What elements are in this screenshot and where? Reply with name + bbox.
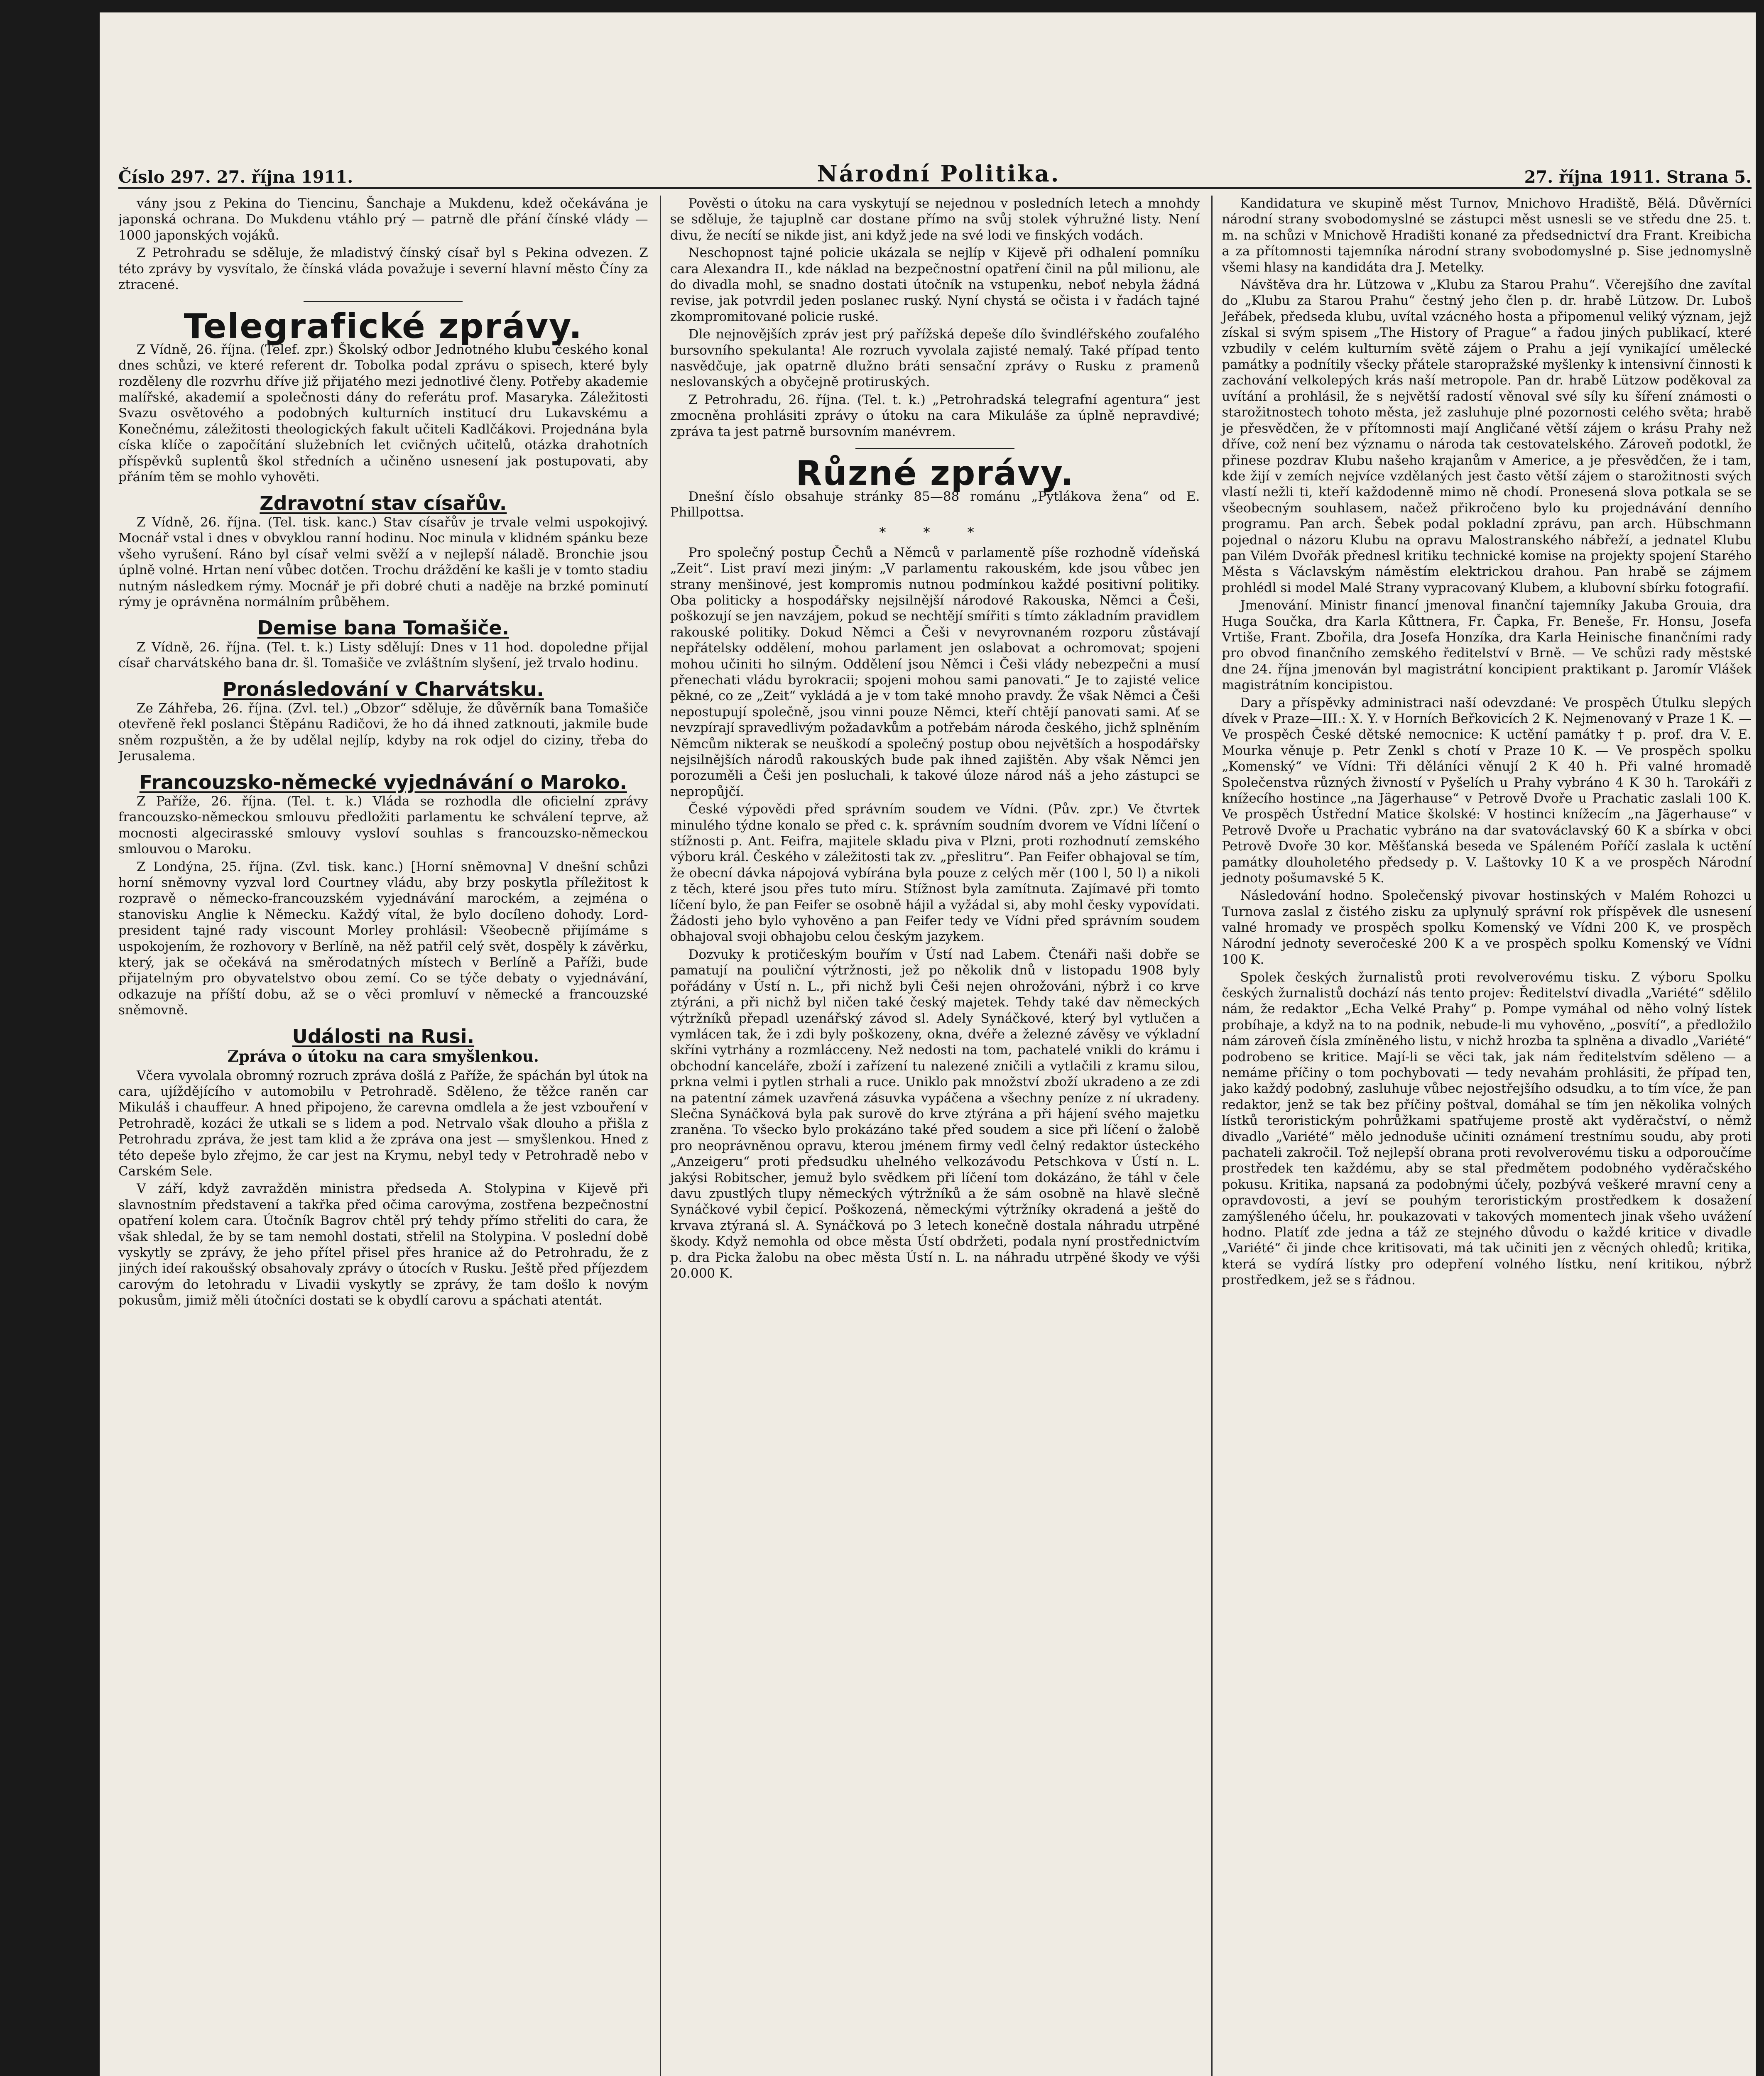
article-paragraph: Spolek českých žurnalistů proti revolverovému tisku. Z výboru Spolku českých žurnalistů dochází nás tento projev: Ředitelství divadla „Variété“ sdělilo nám, že redaktor „Echa Velké Prahy“ p. Pompe vymáhal od něho volný lístek probíhaje, a když na to na podnik, nebude-li mu vyhověno, „posvítí“, a předložilo nám zároveň čísla zmíněného listu, v nichž hrozba ta splněna a divadlo „Variété“ podrobeno se kritice. Mají-li se věci tak, jak nám ředitelstvím sděleno — a nemáme příčiny o tom pochybovati — tedy nevahám prohlásiti, že případ ten, jako každý podobný, zasluhuje vůbec nejostřejšího odsudku, a to tím více, že pan redaktor, jenž se tak bez příčiny poštval, domáhal se tím jen několika volných lístků teroristickým pohrůžkami spatřujeme prostě akt vyděračství, o němž divadlo „Variété“ mělo jednoduše učiniti oznámení trestnímu soudu, aby proti pachateli zakročil. Tož nejlepší obrana proti revolverovému tisku a odporoučíme prostředek ten každému, aby se stal předmětem podobného vyděračského pokusu. Kritika, napsaná za podobnými účely, pozbývá veškeré mravní ceny a opravdovosti, a jeví se pouhým teroristickým prostředkem k dosažení zamýšleného účelu, hr. poukazovati v takových momentech jinak všeho uvážení hodno. Platíť zde jedna a táž ze stejného důvodu o každé kritice v divadle „Variété“ či jinde chce kritisovati, má tak učiniti jen z věcných ohledů; kritika, která se vydírá lístky pro odepření volného lístku, není kritikou, nýbrž prostředkem, jež se s řádnou. bbox=[1222, 969, 1752, 1288]
article-paragraph: Z Vídně, 26. října. (Tel. tisk. kanc.) Stav císařův je trvale velmi uspokojivý. Mocnář vstal i dnes v obvyklou ranní hodinu. Noc minula v klidném spánku beze všeho vyrušení. Ráno byl císař velmi svěží a v nejlepší náladě. Bronchie jsou úplně volné. Hrtan není vůbec dotčen. Trochu dráždění ke kašli je v tomto stadiu nutným následkem rýmy. Mocnář je při dobré chuti a naděje na brzké pominutí rýmy je oprávněna normálním průběhem. bbox=[118, 514, 648, 610]
page-header bbox=[118, 158, 1752, 189]
article-paragraph: Ze Záhřeba, 26. října. (Zvl. tel.) „Obzor“ sděluje, že důvěrník bana Tomašiče otevřeně řekl poslanci Štěpánu Radičovi, že ho dá ihned zatknouti, jakmile bude sněm rozpuštěn, a že by udělal nejlíp, kdyby na rok odjel do ciziny, třeba do Jerusalema. bbox=[118, 700, 648, 764]
article-paragraph: Z Petrohradu se sděluje, že mladistvý čínský císař byl s Pekina odvezen. Z této zprávy by vysvítalo, že čínská vláda považuje i severní hlavní město Číny za ztracené. bbox=[118, 245, 648, 293]
column-2 bbox=[660, 196, 1200, 2076]
article-paragraph: Následování hodno. Společenský pivovar hostinských v Malém Rohozci u Turnova zaslal z čistého zisku za uplynulý správní rok příspěvek dle usnesení valné hromady ve prospěch spolku Komenský ve Vídni 200 K, ve prospěch Národní jednoty severočeské 200 K a ve prospěch spolku Komenský ve Vídni 100 K. bbox=[1222, 888, 1752, 967]
article-heading: Události na Rusi. bbox=[292, 1025, 475, 1048]
article-paragraph: vány jsou z Pekina do Tiencinu, Šanchaje a Mukdenu, kdež očekávána je japonská ochrana. Do Mukdenu vtáhlo prý — patrně dle přání čínské vlády — 1000 japonských vojáků. bbox=[118, 196, 648, 243]
article-paragraph: Dle nejnovějších zpráv jest prý pařížská depeše dílo švindléřského zoufalého bursovního spekulanta! Ale rozruch vyvolala zajisté nemalý. Také případ tento nasvědčuje, jak opatrně dlužno bráti sensační zprávy o Rusku z pramenů neslovanských a obyčejně protiruských. bbox=[670, 327, 1200, 390]
asterisk-divider: * * * bbox=[879, 524, 991, 541]
column-3 bbox=[1211, 196, 1752, 2076]
article-paragraph: Včera vyvolala obromný rozruch zpráva došlá z Paříže, že spáchán byl útok na cara, ujíždějícího v automobilu v Petrohradě. Sděleno, že těžce raněn car Mikuláš i chauffeur. A hned připojeno, že carevna omdlela a že jest vzbouření v Petrohradě, kozáci že utkali se s lidem a pod. Netrvalo však dlouho a přišla z Petrohradu zpráva, že jest tam klid a že zpráva ona jest — smyšlenkou. Hned z této depeše bylo zřejmo, že car jest na Krymu, nebyl tedy v Petrohradě nebo v Carském Sele. bbox=[118, 1068, 648, 1179]
article-paragraph: Neschopnost tajné policie ukázala se nejlíp v Kijevě při odhalení pomníku cara Alexandra II., kde náklad na bezpečnostní opatření činil na půl milionu, ale do divadla mohl, se snadno dostati útočník na vstupenku, neboť nebyla žádná revise, jak potvrdil jeden poslanec ruský. Nyní chystá se očista i v řadách tajné zkompromitované policie ruské. bbox=[670, 245, 1200, 324]
section-heading: Telegrafické zprávy. bbox=[184, 307, 583, 347]
page-number: 27. října 1911. Strana 5. bbox=[1524, 167, 1752, 187]
article-heading: Pronásledování v Charvátsku. bbox=[223, 678, 544, 700]
separator bbox=[304, 301, 463, 302]
scan-border-left bbox=[0, 0, 100, 2076]
issue-number: Číslo 297. 27. října 1911. bbox=[118, 167, 353, 187]
article-paragraph: V září, když zavražděn ministra předseda A. Stolypina v Kijevě při slavnostním představení a takřka před očima carovýma, zostřena bezpečnostní opatření kolem cara. Útočník Bagrov chtěl prý tehdy přímo střeliti do cara, že však shledal, že by se tam nemohl dostati, střelil na Stolypina. V poslední době vyskytly se zprávy, že jeho přítel přisel přes hranice až do Petrohradu, že z jiných ideí rakoušský obsahovaly zprávy o útocích v Rusku. Ještě před příjezdem carovým do letohradu v Livadii vyskytly se zprávy, že tam došlo k novým pokusům, jimiž měli útočníci dostati se k obydlí carovu a spáchati atentát. bbox=[118, 1181, 648, 1308]
article-heading: Zdravotní stav císařův. bbox=[260, 492, 507, 514]
article-paragraph: Návštěva dra hr. Lützowa v „Klubu za Starou Prahu“. Včerejšího dne zavítal do „Klubu za Starou Prahu“ čestný jeho člen p. dr. hrabě Lützow. Dr. Luboš Jeřábek, předseda klubu, uvítal vzácného hosta a připomenul veliký význam, jejž získal si svým spisem „The History of Prague“ a řadou jiných publikací, které vzbudily v celém kulturním světě zájem o Prahu a její vynikající umělecké památky a podnítily všecky přátele staropražské myšlenky k intensivní činnosti k zachování velkolepých krás naší metropole. Pan dr. hrabě Lützow poděkoval za uvítání a prohlásil, že s největší radostí věnoval své síly ku šíření známosti o starožitnostech tohoto města, jež zasluhuje plné pozornosti celého světa; hrabě je přesvědčen, že v přítomnosti mají Angličané větší zájem o krásu Prahy než dříve, což není bez významu o národa tak cestovatelského. Zároveň podotkl, že přinese pozdrav Klubu našeho krajanům v Americe, a je přesvědčen, že i tam, kde žijí v zemích nejvíce vzdělaných jest často větší zájem o starožitnosti svých vlastí nežli ti, kteří každodenně mimo ně chodí. Pronesená slova potkala se se všeobecným souhlasem, načež přikročeno bylo ku projednávání denního programu. Pan arch. Šebek podal pokladní zprávu, pan arch. Hübschmann pojednal o názoru Klubu na opravu Malostranského nábřeží, a jednatel Klubu pan Vilém Dvořák přednesl kritiku technické komise na projekty spojení Starého Města s Václavským náměstím elektrickou drahou. Pan hrabě se zájmem prohlédl si model Malé Strany vypracovaný Klubem, a klubovní sbírku fotografií. bbox=[1222, 277, 1752, 595]
article-paragraph: České výpovědi před správním soudem ve Vídni. (Pův. zpr.) Ve čtvrtek minulého týdne konalo se před c. k. správním soudním dvorem ve Vídni líčení o stížnosti p. Ant. Feifra, majitele skladu piva v Plzni, proti rozhodnutí zemského výboru král. Českého v záležitosti tak zv. „přeslitru“. Pan Feifer obhajoval se tím, že obecní dávka nápojová vybírána byla pouze z celých měr (100 l, 50 l) a nikoli z těch, které jsou přes tuto míru. Stížnost byla zamítnuta. Zajímavé při tomto líčení bylo, že pan Feifer se osobně hájil a vyžádal si, aby mohl česky vypovídati. Žádosti jeho bylo vyhověno a pan Feifer tedy ve Vídni před správním soudem obhajoval svoji obhajobu celou českým jazykem. bbox=[670, 802, 1200, 945]
article-paragraph: Dozvuky k protičeským bouřím v Ústí nad Labem. Čtenáři naši dobře se pamatují na pouliční výtržnosti, jež po několik dnů v listopadu 1908 byly pořádány v Ústí n. L., při nichž byli Češi nejen ohrožováni, nýbrž i co krve ztýráni, a při nichž byl ničen také český majetek. Tehdy také dav německých výtržníků přepadl uzenářský závod sl. Adely Synáčkové, který byl vytlučen a vymlácen tak, že i zdi byly poškozeny, okna, dvéře a železné závěsy ve výkladní skříni vytrhány a rozmlácceny. Než nedosti na tom, pachatelé vnikli do krámu i obchodní kanceláře, zboží i zařízení tu nalezené zničili a vytlačili z kramu silou, prkna velmi i pytlen strhali a ruce. Uniklo pak množství zboží ukradeno a ze zdi na patentní zámek uzavřená zásuvka vypáčena a všechny peníze z ní ukradeny. Slečna Synáčková byla pak surově do krve ztýrána a při hájení svého majetku zraněna. To všecko bylo prokázáno také před soudem a sice při líčení o žalobě pro neoprávněnou opravu, kterou jménem firmy vedl čelný redaktor ústeckého „Anzeigeru“ proti předsudku uhelného velkozávodu Petschkova v Ústí n. L. jakýsi Robitscher, jemuž bylo svědkem při líčení tom dokázáno, že táhl v čele davu zpustlých tlupy německých výtržníků a že sám osobně na hlavě slečně Synáčkové vybil čepicí. Poškozená, německými výtržníky okradená a ještě do krvava ztýraná sl. A. Synáčková po 3 letech konečně dostala náhradu utrpěné škody. Když nemohla od obce města Ústí obdržeti, podala nyní prostřednictvím p. dra Picka žalobu na obec města Ústí n. L. na náhradu utrpěné škody ve výši 20.000 K. bbox=[670, 947, 1200, 1281]
article-paragraph: Z Vídně, 26. října. (Telef. zpr.) Školský odbor Jednotného klubu českého konal dnes schůzi, ve které referent dr. Tobolka podal zprávu o spisech, které byly rozděleny dle rozvrhu dříve již přijatého mezi jednotlivé členy. Potřeby akademie malířské, akademií a společnosti dány do referátu prof. Masaryka. Záležitosti Svazu osvětového a podobných kulturních institucí dru Lukavskému a Konečnému, záležitosti theologických fakult učiteli Kadlčákovi. Projednána byla císka klíče o započítání služebních let cvičných učitelů, otázka drahotních příspěvků suplentů škol středních a učiněno usnesení jak postupovati, aby přáním těm se mohlo vyhověti. bbox=[118, 342, 648, 485]
scan-border-right bbox=[1756, 0, 1764, 2076]
columns bbox=[118, 196, 1752, 2076]
article-paragraph: Jmenování. Ministr financí jmenoval finanční tajemníky Jakuba Grouia, dra Huga Součka, dra Karla Kůttnera, Fr. Čapka, Fr. Beneše, Fr. Honsu, Josefa Vrtiše, Frant. Zbořila, dra Josefa Honzíka, dra Karla Heinische finančními rady pro obvod finančního zemského ředitelství v Brně. — Ve schůzi rady městské dne 24. října jmenován byl magistrátní koncipient praktikant p. Jaromír Vlášek magistrátním koncipistou. bbox=[1222, 598, 1752, 693]
article-paragraph: Pověsti o útoku na cara vyskytují se nejednou v posledních letech a mnohdy se sděluje, že tajuplně car dostane přímo na svůj stolek výhružné listy. Není divu, že necítí se nikde jist, ani když jede na své lodi ve finských vodách. bbox=[670, 196, 1200, 243]
column-1 bbox=[118, 196, 648, 2076]
article-paragraph: Z Paříže, 26. října. (Tel. t. k.) Vláda se rozhodla dle oficielní zprávy francouzsko-německou smlouvu předložiti parlamentu ke schválení teprve, až mocnosti algecirasské smlouvy vysloví souhlas s francouzsko-německou smlouvou o Maroku. bbox=[118, 794, 648, 857]
masthead-title: Národní Politika. bbox=[817, 160, 1061, 187]
article-paragraph: Pro společný postup Čechů a Němců v parlamentě píše rozhodně vídeňská „Zeit“. List praví mezi jiným: „V parlamentu rakouském, kde jsou vůbec jen strany menšinové, jest kompromis nutnou podmínkou každé positivní politiky. Oba politicky a hospodářsky nejsilnější národové Rakouska, Němci a Češi, poškozují se jen navzájem, pokud se nechtějí smířiti s tímto základním pravidlem rakouské politiky. Dokud Němci a Češi v nevyrovnaném rozporu zůstávají nepřátelsky oddělení, mohou parlament jen oslabovat a ochromovat; spojeni mohou učiniti ho silným. Oddělení jsou Němci i Češi vlády nebezpečni a musí přenechati vládu byrokracii; spojeni mohou sami panovati.“ Je to zajisté velice pěkné, co ze „Zeit“ vykládá a je v tom také mnoho pravdy. Že však Němci a Češi nepostupují společně, jsou vinni pouze Němci, kteří chtějí panovati sami. Ať se nevzpírají spravedlivým požadavkům a potřebám národa českého, jichž splněním Němcům nikterak se neuškodí a společný postup obou největších a hospodářsky nejsilnějších národů rakouských bude pak ihned zajištěn. Aby však Němci jen porozuměli a Češi jen posluchali, k takové úloze národ náš a jeho zástupci se nepropůjčí. bbox=[670, 545, 1200, 799]
section-heading: Různé zprávy. bbox=[796, 454, 1074, 494]
article-heading: Francouzsko-německé vyjednávání o Maroko. bbox=[139, 771, 627, 793]
scan-border-top bbox=[0, 0, 1764, 12]
separator bbox=[855, 448, 1014, 449]
article-subheading: Zpráva o útoku na cara smyšlenkou. bbox=[227, 1047, 539, 1066]
article-paragraph: Z Petrohradu, 26. října. (Tel. t. k.) „Petrohradská telegrafní agentura“ jest zmocněna prohlásiti zprávy o útoku na cara Mikuláše za úplně nepravdivé; zpráva ta jest patrně bursovním manévrem. bbox=[670, 392, 1200, 439]
article-heading: Demise bana Tomašiče. bbox=[257, 617, 510, 639]
article-paragraph: Z Vídně, 26. října. (Tel. t. k.) Listy sdělují: Dnes v 11 hod. dopoledne přijal císař charvátského bana dr. šl. Tomašiče ve zvláštním slyšení, jež trvalo hodinu. bbox=[118, 639, 648, 671]
article-paragraph: Dary a příspěvky administraci naší odevzdané: Ve prospěch Útulku slepých dívek v Praze—III.: X. Y. v Horních Beřkovicích 2 K. Nejmenovaný v Praze 1 K. — Ve prospěch České dětské nemocnice: K uctění památky † p. prof. dra V. E. Mourka věnuje p. Petr Zenkl s chotí v Praze 10 K. — Ve prospěch spolku „Komenský“ ve Vídni: Tři děláníci věnují 2 K 40 h. Při valné hromadě Společenstva různých živností v Pyšelích u Prahy vybráno 4 K 30 h. Tarokáři z knížecího hostince „na Jägerhause“ v Petrově Dvoře u Prachatic zaslali 100 K. Ve prospěch Ústřední Matice školské: V hostinci knížecím „na Jägerhause“ v Petrově Dvoře u Prachatic vybráno na dar svatováclavský 60 K a sbírka v obci Petrově Dvoře 30 kor. Měšťanská beseda ve Spáleném Poříčí zaslala k uctění památky dlouholetého předsedy p. V. Laštovky 10 K a ve prospěch Národní jednoty pošumavské 5 K. bbox=[1222, 695, 1752, 886]
article-paragraph: Dnešní číslo obsahuje stránky 85—88 románu „Pytlákova žena“ od E. Phillpottsa. bbox=[670, 489, 1200, 520]
article-paragraph: Z Londýna, 25. října. (Zvl. tisk. kanc.) [Horní sněmovna] V dnešní schůzi horní sněmovny vyzval lord Courtney vládu, aby brzy poskytla příležitost k rozpravě o německo-francouzském vyjednávání marockém, a zejména o stanovisku Anglie k Německu. Každý vítal, že bylo docíleno dohody. Lord-president tajné rady viscount Morley prohlásil: Všeobecně přijímáme s uspokojením, že rozhovory v Berlíně, na něž patřil celý svět, dospěly k závěrku, který, jak se očekává na směrodatných místech v Berlíně a Paříži, bude přijatelným pro obyvatelstvo obou zemí. Co se týče debaty o vyjednávání, odkazuje na příští dobu, až se o věci promluví v německé a francouzské sněmovně. bbox=[118, 859, 648, 1018]
article-paragraph: Kandidatura ve skupině měst Turnov, Mnichovo Hradiště, Bělá. Důvěrníci národní strany svobodomyslné se zástupci měst usnesli se ve středu dne 25. t. m. na schůzi v Mnichově Hradišti konané za předsednictví dra Frant. Kreibicha a za přítomnosti tajemníka národní strany svobodomyslné p. Sise jednomyslně všemi hlasy na kandidáta dra J. Metelky. bbox=[1222, 196, 1752, 275]
